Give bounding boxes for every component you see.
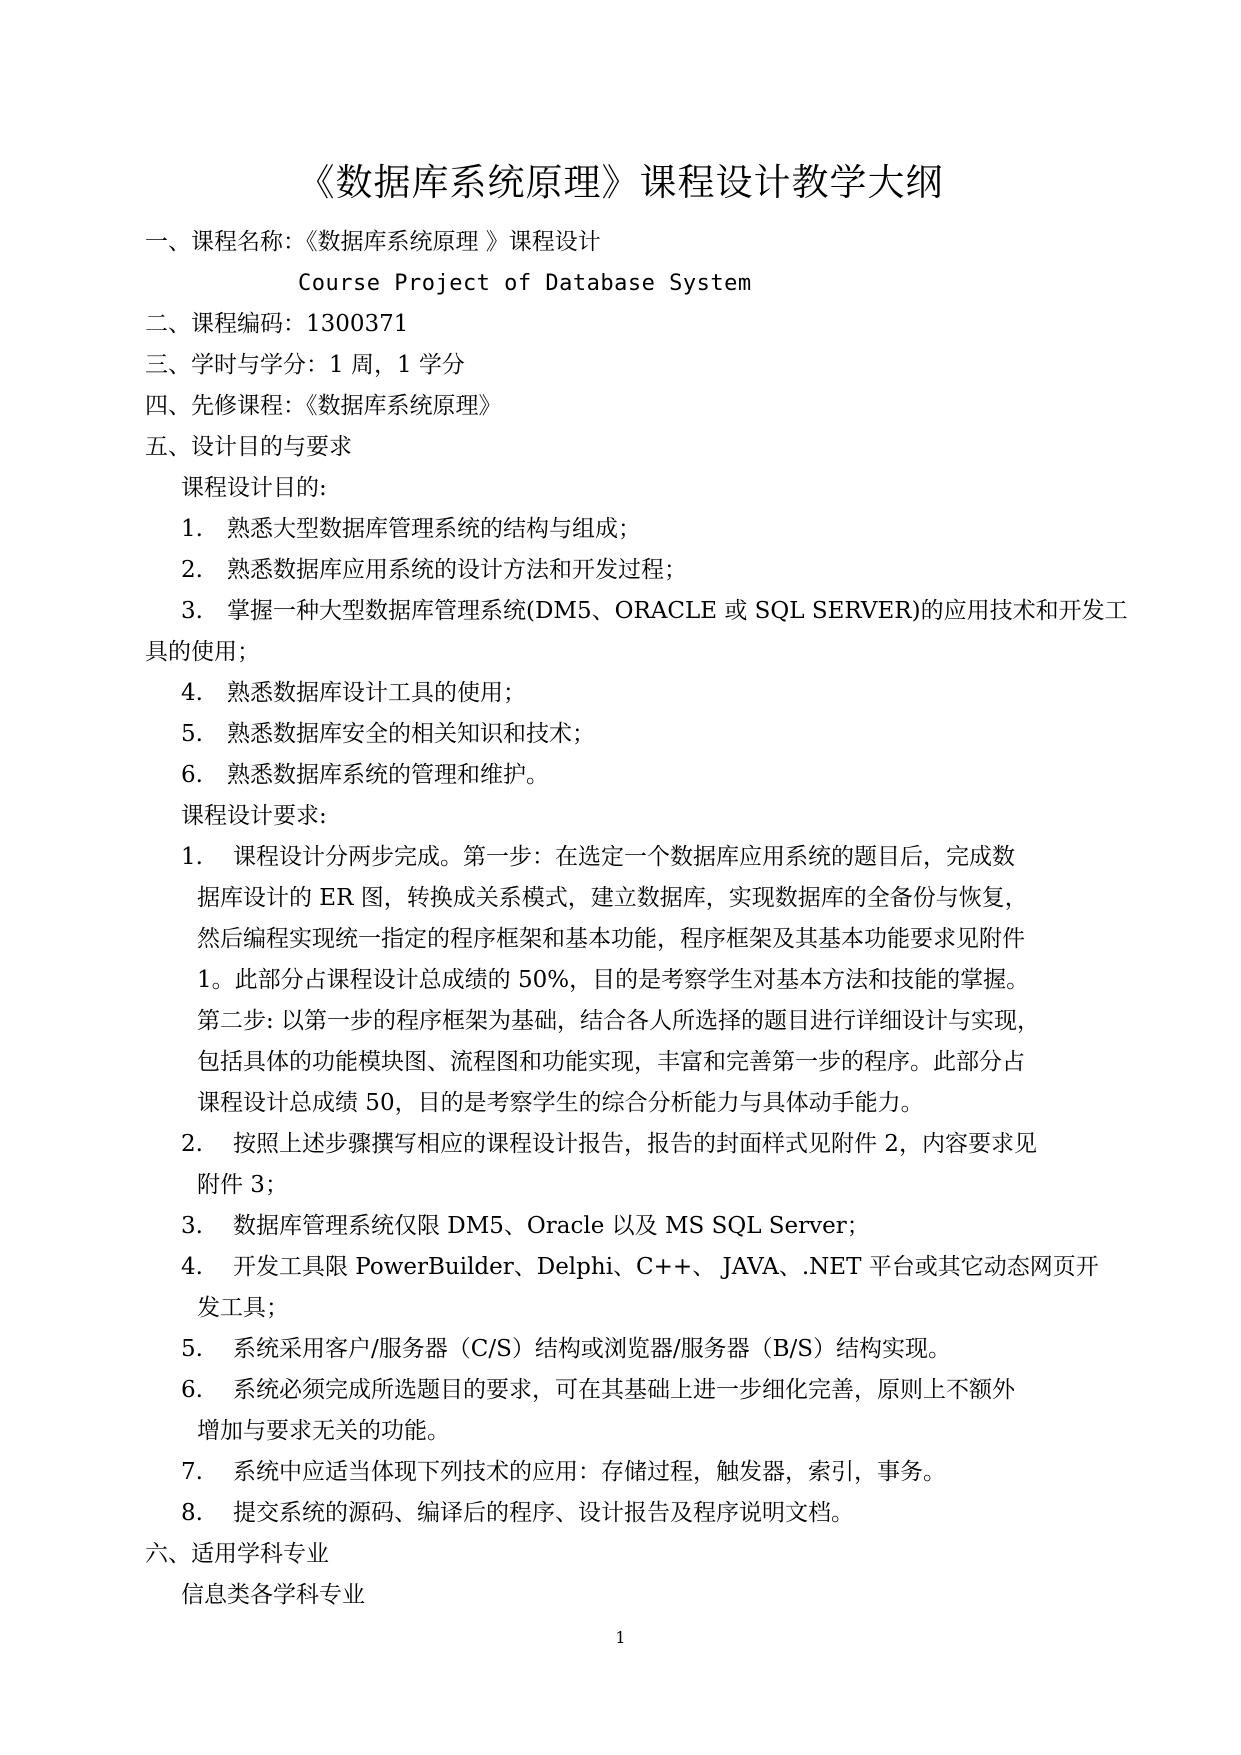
requirement-text-line: 增加与要求无关的功能。 bbox=[197, 1418, 450, 1444]
requirement-text-line: 据库设计的 ER 图，转换成关系模式，建立数据库，实现数据库的全备份与恢复， bbox=[197, 885, 1028, 911]
applicable-majors-text: 信息类各学科专业 bbox=[181, 1582, 365, 1608]
requirement-number: 4. bbox=[181, 1254, 203, 1280]
course-name-english: Course Project of Database System bbox=[298, 271, 752, 296]
document-body bbox=[145, 222, 1128, 1616]
requirement-number: 2. bbox=[181, 1131, 203, 1157]
requirement-number: 7. bbox=[181, 1459, 203, 1485]
goal-number: 4. bbox=[181, 680, 203, 706]
requirement-text-line: 然后编程实现统一指定的程序框架和基本功能，程序框架及其基本功能要求见附件 bbox=[197, 926, 1025, 952]
goal-text: 熟悉数据库系统的管理和维护。 bbox=[227, 762, 549, 788]
requirement-number: 1. bbox=[181, 844, 203, 870]
requirement-text-line: 第二步: 以第一步的程序框架为基础，结合各人所选择的题目进行详细设计与实现， bbox=[197, 1008, 1041, 1034]
section-hours-credits: 三、学时与学分：1 周，1 学分 bbox=[145, 352, 465, 378]
requirement-number: 3. bbox=[181, 1213, 203, 1239]
requirement-item bbox=[145, 1329, 1100, 1370]
goal-number: 3. bbox=[181, 598, 203, 624]
goal-item bbox=[145, 591, 1128, 632]
goal-number: 2. bbox=[181, 557, 203, 583]
requirement-text: 数据库管理系统仅限 DM5、Oracle 以及 MS SQL Server； bbox=[233, 1213, 870, 1239]
goal-text: 熟悉大型数据库管理系统的结构与组成； bbox=[227, 516, 641, 542]
goal-text: 熟悉数据库安全的相关知识和技术； bbox=[227, 721, 595, 747]
goal-item bbox=[145, 673, 1100, 714]
requirement-item bbox=[145, 837, 1100, 878]
goal-text-continuation: 具的使用； bbox=[145, 639, 260, 665]
goal-item bbox=[145, 550, 1100, 591]
requirement-text-line: 1。此部分占课程设计总成绩的 50%，目的是考察学生对基本方法和技能的掌握。 bbox=[197, 967, 1030, 993]
goal-item bbox=[145, 714, 1100, 755]
goals-heading: 课程设计目的: bbox=[181, 475, 327, 501]
requirement-text: 提交系统的源码、编译后的程序、设计报告及程序说明文档。 bbox=[233, 1500, 854, 1526]
requirement-item bbox=[145, 1370, 1100, 1411]
requirement-number: 5. bbox=[181, 1336, 203, 1362]
goal-item bbox=[145, 755, 1100, 796]
requirement-number: 6. bbox=[181, 1377, 203, 1403]
requirement-item bbox=[145, 1452, 1100, 1493]
section-prerequisite: 四、先修课程：《数据库系统原理》 bbox=[145, 393, 502, 419]
document-title: 《数据库系统原理》课程设计教学大纲 bbox=[297, 161, 944, 204]
requirement-number: 8. bbox=[181, 1500, 203, 1526]
goal-text: 熟悉数据库设计工具的使用； bbox=[227, 680, 526, 706]
section-goals-requirements: 五、设计目的与要求 bbox=[145, 434, 352, 460]
goal-number: 5. bbox=[181, 721, 203, 747]
requirement-text: 系统必须完成所选题目的要求，可在其基础上进一步细化完善，原则上不额外 bbox=[233, 1377, 1015, 1403]
goal-text: 熟悉数据库应用系统的设计方法和开发过程； bbox=[227, 557, 687, 583]
requirement-item bbox=[145, 1206, 1100, 1247]
requirement-text-line: 附件 3； bbox=[197, 1172, 288, 1198]
requirement-text: 系统中应适当体现下列技术的应用：存储过程，触发器，索引，事务。 bbox=[233, 1459, 946, 1485]
requirement-text: 开发工具限 PowerBuilder、Delphi、C++、 JAVA、.NET 平台或其它动态网页开 bbox=[233, 1254, 1099, 1280]
requirement-text: 系统采用客户/服务器（C/S）结构或浏览器/服务器（B/S）结构实现。 bbox=[233, 1336, 952, 1362]
requirement-item bbox=[145, 1247, 1100, 1288]
requirement-text-line: 包括具体的功能模块图、流程图和功能实现，丰富和完善第一步的程序。此部分占 bbox=[197, 1049, 1025, 1075]
section-course-code: 二、课程编码：1300371 bbox=[145, 311, 409, 337]
requirement-text-line: 课程设计总成绩 50，目的是考察学生的综合分析能力与具体动手能力。 bbox=[197, 1090, 924, 1116]
goal-item bbox=[145, 509, 1100, 550]
requirement-text: 课程设计分两步完成。第一步：在选定一个数据库应用系统的题目后，完成数 bbox=[233, 844, 1015, 870]
requirement-text-line: 发工具； bbox=[197, 1295, 289, 1321]
goal-number: 6. bbox=[181, 762, 203, 788]
requirement-text: 按照上述步骤撰写相应的课程设计报告，报告的封面样式见附件 2，内容要求见 bbox=[233, 1131, 1037, 1157]
goal-number: 1. bbox=[181, 516, 203, 542]
section-applicable-majors: 六、适用学科专业 bbox=[145, 1541, 329, 1567]
section-course-name: 一、课程名称：《数据库系统原理 》课程设计 bbox=[145, 229, 601, 255]
requirements-heading: 课程设计要求: bbox=[181, 803, 327, 829]
goal-text: 掌握一种大型数据库管理系统(DM5、ORACLE 或 SQL SERVER)的应用技术和开发工 bbox=[227, 598, 1128, 624]
requirement-item bbox=[145, 1493, 1100, 1534]
page-number: 1 bbox=[615, 1628, 626, 1647]
requirement-item bbox=[145, 1124, 1100, 1165]
